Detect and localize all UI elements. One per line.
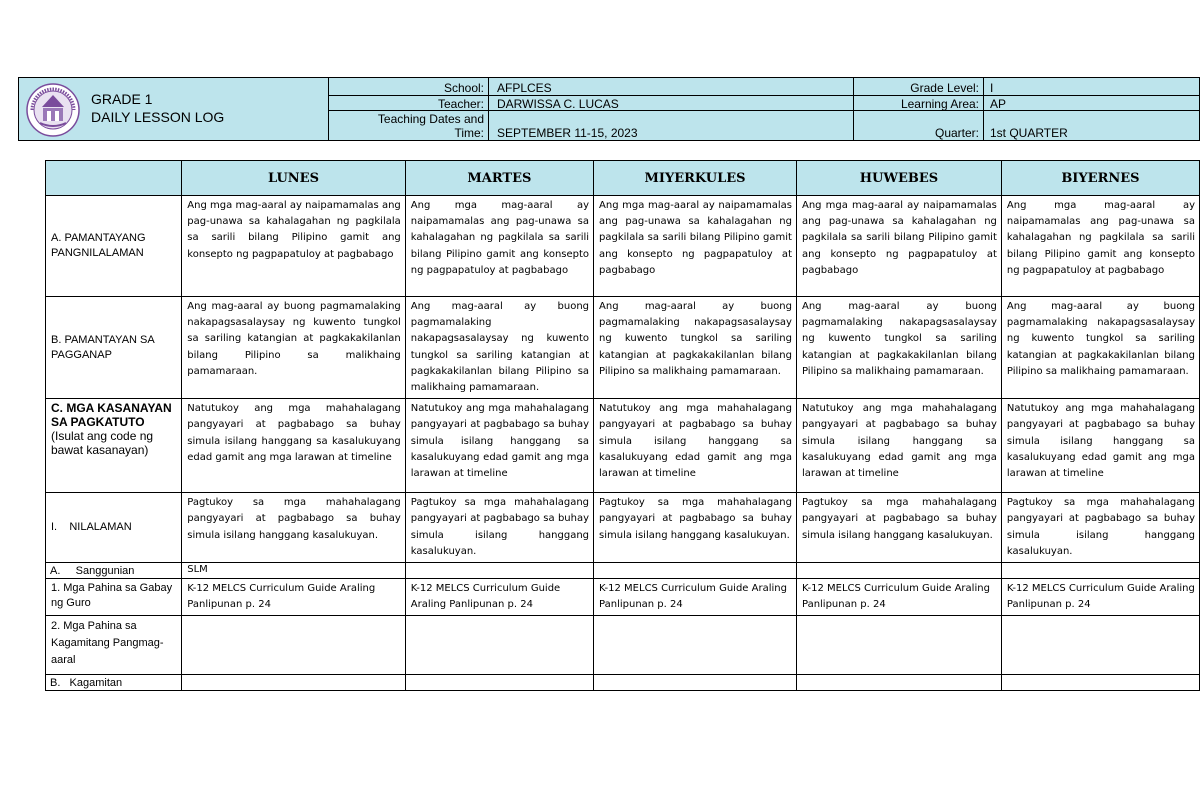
row-label-pamantayan-sa-pagganap: B. PAMANTAYAN SA PAGGANAP xyxy=(46,297,182,399)
row-kagamitan xyxy=(46,675,1200,691)
cell-gabay-huwebes: K-12 MELCS Curriculum Guide Araling Panlipunan p. 24 xyxy=(796,579,1001,616)
cell-nilalaman-biyernes: Pagtukoy sa mga mahahalagang pangyayari at pagbabago sa buhay simula isilang hanggang kasalukuyan. xyxy=(1001,493,1199,563)
cell-pamantayang-martes: Ang mga mag-aaral ay naipamamalas ang pag-unawa sa kahalagahan ng pagkilala sa sarili bilang Pilipino gamit ang konsepto ng pagpapatuloy at pagbabago xyxy=(405,196,593,297)
cell-pagganap-miyerkules: Ang mag-aaral ay buong pagmamalaking nakapagsasalaysay ng kuwento tungkol sa sariling katangian at pagkakakilanlan bilang Pilipino sa malikhaing pamamaraan. xyxy=(594,297,797,399)
header-info-box xyxy=(329,77,1200,141)
school-label: School: xyxy=(443,81,484,95)
cell-pamantayang-lunes: Ang mga mag-aaral ay naipamamalas ang pag-unawa sa kahalagahan ng pagkilala sa sarili bilang Pilipino gamit ang konsepto ng pagpapatuloy at pagbabago xyxy=(182,196,406,297)
day-header-miyerkules: MIYERKULES xyxy=(594,161,797,196)
day-header-martes: MARTES xyxy=(405,161,593,196)
cell-kagamitang-huwebes xyxy=(796,616,1001,675)
row-gabay-ng-guro xyxy=(46,579,1200,616)
quarter-value: 1st QUARTER xyxy=(990,126,1068,140)
cell-kasanayan-huwebes: Natutukoy ang mga mahahalagang pangyayari at pagbabago sa buhay simula isilang hanggang sa kasalukuyang edad gamit ang mga larawan at timeline xyxy=(796,399,1001,493)
cell-pagganap-martes: Ang mag-aaral ay buong pagmamalaking nakapagsasalaysay ng kuwento tungkol sa sariling katangian at pagkakakilanlan bilang Pilipino sa malikhaing pamamaraan. xyxy=(405,297,593,399)
row-mga-kasanayan xyxy=(46,399,1200,493)
row-label-gabay-ng-guro: 1. Mga Pahina sa Gabay ng Guro xyxy=(46,579,182,616)
cell-kagamitan-biyernes xyxy=(1001,675,1199,691)
row-pamantayang-pangnilalaman xyxy=(46,196,1200,297)
cell-sanggunian-martes xyxy=(405,563,593,579)
cell-kagamitang-biyernes xyxy=(1001,616,1199,675)
header-divider-1 xyxy=(488,78,489,140)
row-label-pamantayang-pangnilalaman: A. PAMANTAYANG PANGNILALAMAN xyxy=(46,196,182,297)
cell-kasanayan-martes: Natutukoy ang mga mahahalagang pangyayari at pagbabago sa buhay simula isilang hanggang sa kasalukuyang edad gamit ang mga larawan at timeline xyxy=(405,399,593,493)
cell-pagganap-huwebes: Ang mag-aaral ay buong pagmamalaking nakapagsasalaysay ng kuwento tungkol sa sariling katangian at pagkakakilanlan bilang Pilipino sa malikhaing pamamaraan. xyxy=(796,297,1001,399)
cell-kasanayan-biyernes: Natutukoy ang mga mahahalagang pangyayari at pagbabago sa buhay simula isilang hanggang sa kasalukuyang edad gamit ang mga larawan at timeline xyxy=(1001,399,1199,493)
cell-nilalaman-martes: Pagtukoy sa mga mahahalagang pangyayari at pagbabago sa buhay simula isilang hanggang kasalukuyan. xyxy=(405,493,593,563)
row-label-nilalaman: I. NILALAMAN xyxy=(46,493,182,563)
cell-nilalaman-miyerkules: Pagtukoy sa mga mahahalagang pangyayari at pagbabago sa buhay simula isilang hanggang kasalukuyan. xyxy=(594,493,797,563)
cell-nilalaman-huwebes: Pagtukoy sa mga mahahalagang pangyayari at pagbabago sa buhay simula isilang hanggang kasalukuyan. xyxy=(796,493,1001,563)
cell-kagamitan-lunes xyxy=(182,675,406,691)
row-pamantayan-sa-pagganap xyxy=(46,297,1200,399)
cell-kagamitan-martes xyxy=(405,675,593,691)
dates-value: SEPTEMBER 11-15, 2023 xyxy=(497,126,638,140)
cell-pagganap-biyernes: Ang mag-aaral ay buong pagmamalaking nakapagsasalaysay ng kuwento tungkol sa sariling katangian at pagkakakilanlan bilang Pilipino sa malikhaing pamamaraan. xyxy=(1001,297,1199,399)
row-label-kagamitan: B. Kagamitan xyxy=(46,675,182,691)
dates-label-line-1: Teaching Dates and xyxy=(377,112,484,126)
cell-kagamitang-martes xyxy=(405,616,593,675)
deped-seal-icon xyxy=(26,83,80,137)
row-label-kagamitang-pangmag-aaral: 2. Mga Pahina sa Kagamitang Pangmag-aaral xyxy=(46,616,182,675)
cell-pamantayang-miyerkules: Ang mga mag-aaral ay naipamamalas ang pag-unawa sa kahalagahan ng pagkilala sa sarili bilang Pilipino gamit ang konsepto ng pagpapatuloy at pagbabago xyxy=(594,196,797,297)
row-label-sanggunian: A. Sanggunian xyxy=(46,563,182,579)
cell-pagganap-lunes: Ang mag-aaral ay buong pagmamalaking nakapagsasalaysay ng kuwento tungkol sa sariling katangian at pagkakakilanlan bilang Pilipino sa malikhaing pamamaraan. xyxy=(182,297,406,399)
quarter-label: Quarter: xyxy=(934,126,979,140)
cell-gabay-biyernes: K-12 MELCS Curriculum Guide Araling Panlipunan p. 24 xyxy=(1001,579,1199,616)
learning-area-label: Learning Area: xyxy=(900,97,979,111)
grade-level-label: Grade Level: xyxy=(910,81,979,95)
day-header-lunes: LUNES xyxy=(182,161,406,196)
row-sanggunian xyxy=(46,563,1200,579)
cell-kagamitang-miyerkules xyxy=(594,616,797,675)
learning-area-value: AP xyxy=(990,97,1007,111)
cell-nilalaman-lunes: Pagtukoy sa mga mahahalagang pangyayari at pagbabago sa buhay simula isilang hanggang kasalukuyan. xyxy=(182,493,406,563)
cell-kasanayan-lunes: Natutukoy ang mga mahahalagang pangyayari at pagbabago sa buhay simula isilang hanggang sa kasalukuyang edad gamit ang mga larawan at timeline xyxy=(182,399,406,493)
cell-kagamitang-lunes xyxy=(182,616,406,675)
cell-sanggunian-huwebes xyxy=(796,563,1001,579)
cell-pamantayang-huwebes: Ang mga mag-aaral ay naipamamalas ang pag-unawa sa kahalagahan ng pagkilala sa sarili bilang Pilipino gamit ang konsepto ng pagpapatuloy at pagbabago xyxy=(796,196,1001,297)
log-title: DAILY LESSON LOG xyxy=(91,109,225,125)
row-label-kasanayan-note: (Isulat ang code ng bawat kasanayan) xyxy=(51,429,154,458)
cell-kagamitan-huwebes xyxy=(796,675,1001,691)
cell-kagamitan-miyerkules xyxy=(594,675,797,691)
grade-label: GRADE 1 xyxy=(91,91,153,107)
day-header-huwebes: HUWEBES xyxy=(796,161,1001,196)
header-corner-cell xyxy=(46,161,182,196)
day-header-row xyxy=(46,161,1200,196)
cell-gabay-miyerkules: K-12 MELCS Curriculum Guide Araling Panlipunan p. 24 xyxy=(594,579,797,616)
teacher-label: Teacher: xyxy=(437,97,484,111)
cell-sanggunian-miyerkules xyxy=(594,563,797,579)
row-label-kasanayan-bold: C. MGA KASANAYAN SA PAGKATUTO xyxy=(51,401,172,430)
school-value: AFPLCES xyxy=(497,81,552,95)
row-label-mga-kasanayan xyxy=(46,399,182,493)
row-kagamitang-pangmag-aaral xyxy=(46,616,1200,675)
header-divider-3 xyxy=(983,78,984,140)
header-title-block xyxy=(91,90,224,126)
cell-kasanayan-miyerkules: Natutukoy ang mga mahahalagang pangyayari at pagbabago sa buhay simula isilang hanggang sa kasalukuyang edad gamit ang mga larawan at timeline xyxy=(594,399,797,493)
cell-gabay-lunes: K-12 MELCS Curriculum Guide Araling Panlipunan p. 24 xyxy=(182,579,406,616)
lesson-log-table xyxy=(45,160,1200,691)
grade-level-value: I xyxy=(990,81,994,95)
dates-label xyxy=(329,112,484,140)
day-header-biyernes: BIYERNES xyxy=(1001,161,1199,196)
cell-pamantayang-biyernes: Ang mga mag-aaral ay naipamamalas ang pag-unawa sa kahalagahan ng pagkilala sa sarili bilang Pilipino gamit ang konsepto ng pagpapatuloy at pagbabago xyxy=(1001,196,1199,297)
teacher-value: DARWISSA C. LUCAS xyxy=(497,97,619,111)
cell-sanggunian-lunes: SLM xyxy=(182,563,406,579)
header-title-box xyxy=(18,77,329,141)
row-nilalaman xyxy=(46,493,1200,563)
cell-sanggunian-biyernes xyxy=(1001,563,1199,579)
dates-label-line-2: Time: xyxy=(454,126,484,140)
cell-gabay-martes: K-12 MELCS Curriculum Guide Araling Panlipunan p. 24 xyxy=(405,579,593,616)
